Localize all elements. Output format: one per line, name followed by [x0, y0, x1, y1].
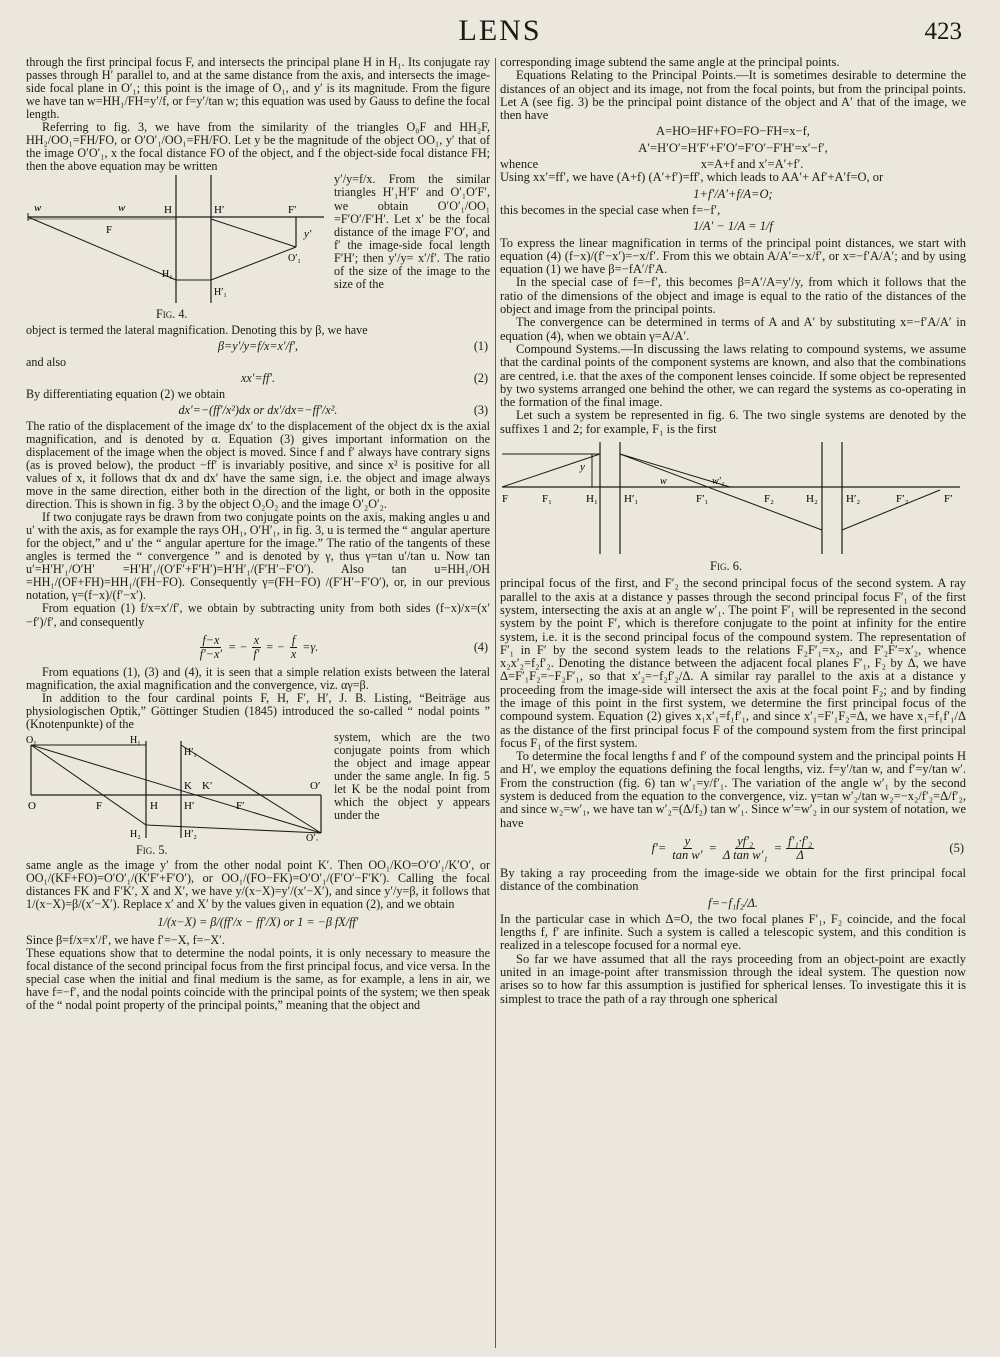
fig6-label: F: [502, 493, 509, 506]
fig6-diagram: [500, 442, 962, 560]
left-column: [26, 56, 490, 1012]
equation-number: (5): [949, 840, 964, 855]
fig6-label: w: [660, 476, 667, 488]
numerator: x: [253, 632, 260, 647]
fig5-label: K′: [202, 779, 213, 792]
paragraph: object is termed the lateral magnification. Denoting this by β, we have: [26, 322, 368, 337]
denominator: x: [290, 646, 297, 661]
fig5-label: O′: [310, 779, 321, 792]
paragraph: Let such a system be represented in fig. 6. The two single systems are denoted by the suffixes 1 and 2; for example, F₁ is the first: [500, 408, 966, 436]
whence-label: whence: [500, 157, 539, 172]
paragraph: and also: [26, 354, 67, 369]
fig5-label: F′: [236, 799, 245, 812]
paragraph: through the first principal focus F, and intersects the principal plane H in H₁. Its conjugate ray passes through H′ parallel to, and at the same distance from the axis, and intersects the image-side focal plane in O′₁; this point is the image of O₁, and y′ is its magnitude. From the figure we have tan w=HH₁/FH=y′/f, or f=y′/tan w; this equation was used by Gauss to define the focal length.: [26, 55, 491, 122]
paragraph: y′/y=f/x. From the similar triangles H′₁H′F′ and O′₁O′F′, we obtain O′O′₁/OO₁ =F′O′/F′H′. Let x′ be the focal distance of the image F′O′, and f′ the image-side focal length F′H′; then y′/y= x′/f′. The ratio of the size of the image to the size of the: [334, 172, 490, 291]
operator: f′=: [651, 840, 667, 855]
equation-sum: 1+f′/A′+f/A=O;: [693, 186, 773, 201]
paragraph: To express the linear magnification in terms of the principal point distances, we start with equation (4) (f−x)/(f′−x′)=−x/f′. From this we obtain A/A′=−x/f′, or x=−f′A/A′; and by using equation (1) we have β=−fA′/f′A.: [500, 235, 966, 277]
fig6-label: y: [580, 461, 585, 474]
fig5-label: F: [96, 799, 103, 812]
paragraph: The ratio of the displacement of the image dx′ to the displacement of the object dx is the axial magnification, and is denoted by α. Equation (3) gives important information on the displacement of the image when the object is moved. Since f and f′ always have contrary signs (as is proved below), the product −ff′ is invariably positive, and since x² is positive for all values of x, it follows that dx and dx′ have the same sign, i.e. the object and image always move in the same direction, either both in the direction of the light, or both in the opposite direction. This is shown in fig. 3 by the object O₂O₂ and the image O′₂O′₂.: [26, 418, 490, 512]
paragraph: From equations (1), (3) and (4), it is seen that a simple relation exists between the lateral magnification, the axial magnification and the convergence, viz. αγ=β.: [26, 664, 490, 692]
paragraph: principal focus of the first, and F′₂ the second principal focus of the second system. A ray parallel to the axis at a distance y passes through the second principal focus F′₁ of the first system, intersecting the axis at an angle w′₁. The point F′₁ will be represented in the second system by the point F′, which is therefore conjugate to the point at infinity for the entire system, i.e. it is the second principal focus of the compound system. The representation of F′₁ in F′ by the second system leads to the relations F₂F′₁=x₂, and F′₂F′=x′₂, whence x₂x′₂=f₂f′₂. Denoting the distance between the adjacent focal planes F′₁, F₂ by Δ, we have Δ=F′₁F₂=−F₂F′₁, so that x′₂=−f₂f′₂/Δ. A similar ray parallel to the axis at a distance y proceeding from the image-side will intersect the axis at the focal point F₂; and by finding the image of this point in the first system, we determine the first principal focus of the compound system. Equation (2) gives x₁x′₁=f₁f′₁, and since x′₁=F′₁F₂=Δ, we have x₁=f₁f′₁/Δ as the distance of the first principal focus F of the compound system from the first principal focus F₁ of the first system.: [500, 576, 966, 750]
fig5-diagram: [26, 733, 326, 841]
denominator: f′−x′: [199, 646, 222, 661]
paragraph: Using xx′=ff′, we have (A+f) (A′+f′)=ff′, which leads to AA′+ Af′+A′f=O, or: [500, 170, 884, 185]
paragraph: Equations Relating to the Principal Points.—It is sometimes desirable to determine the distances of an object and its image, not from the focal points, but from the principal points. Let A (see fig. 3) be the principal point distance of the object and A′ that of the image, we then have: [500, 68, 966, 123]
operator: =: [708, 840, 717, 855]
fig4-label: O′₁: [288, 253, 301, 265]
fig6-label: H′₁: [624, 493, 639, 506]
equation-5: 1/(x−X) = β/(ff′/x − ff′/X) or 1 = −β fX/ff′: [157, 915, 359, 930]
fig6-label: F₁: [542, 493, 552, 506]
fig4-label: y′: [304, 228, 312, 241]
fig4-label: F: [106, 224, 113, 237]
operator: =: [773, 840, 783, 855]
equation-reciprocal: 1/A′ − 1/A = 1/f: [693, 219, 773, 234]
equation-text: xx′=ff′.: [240, 370, 276, 385]
fig6-label: H₂: [806, 493, 818, 506]
fig6-label: F′: [944, 493, 953, 506]
paragraph: this becomes in the special case when f=−f′,: [500, 202, 721, 217]
figure-6: [500, 442, 966, 573]
paragraph: Compound Systems.—In discussing the laws relating to compound systems, we assume that the cardinal points of the component systems are known, and also that the combinations are centred, i.e. that the axes of the component lenses coincide. If some object be represented by two systems arranged one behind the other, we can regard the systems as co-operating in the formation of the final image.: [500, 341, 966, 410]
fig6-label: F′₁: [696, 493, 709, 506]
paragraph: In the special case of f=−f′, this becomes β=A′/A=y′/y, from which it follows that the ratio of the dimensions of the object and image is equal to the ratio of the distances of the object and image from the principal points.: [500, 275, 966, 317]
fig5-label: H: [150, 799, 158, 812]
fig6-label: w′₁: [712, 476, 725, 488]
fig4-label: w: [34, 202, 42, 215]
fig5-caption: Fig. 5.: [136, 842, 168, 857]
paragraph: In the particular case in which Δ=O, the two focal planes F′₁, F₂ coincide, and the focal lengths f, f′ are infinite. Such a system is called a telescopic system, and this condition is realized in a telescope focused for a normal eye.: [500, 911, 966, 953]
numerator: f−x: [202, 632, 220, 647]
paragraph: In addition to the four cardinal points F, H, F′, H′, J. B. Listing, “Beiträge aus physiologischen Optik,” Göttinger Studien (1845) introduced the so-called “ nodal points ” (Knotenpunkte) of the: [26, 690, 490, 731]
fig5-label: O₁: [26, 734, 37, 746]
paragraph: So far we have assumed that all the rays proceeding from an object-point are exactly united in an image-point after transmission through the ideal system. The question now arises so to how far this assumption is justified for spherical lenses. To investigate this it is simplest to trace the path of a ray through one spherical: [500, 951, 966, 1006]
paragraph: If two conjugate rays be drawn from two conjugate points on the axis, making angles u and u′ with the axis, as for example the rays OH₁, O′H′₁, in fig. 3, u is termed the “ angular aperture for the object,” and u′ the “ angular aperture for the image.” The ratio of the tangents of these angles is termed the “ convergence ” and is denoted by γ, thus γ=tan u′/tan u. Now tan u′=H′H′₁/O′H′ =H′H′₁/(O′F′+F′H′)=H′H′₁/(F′H′−F′O′). Also tan u=HH₁/OH =HH₁/(OF+FH)=HH₁/(FH−FO). Consequently γ=(FH−FO) /(F′H′−F′O′), or, in our previous notation, γ=(f−x)/(f′−x′).: [26, 510, 490, 603]
fig6-label: F′₂: [896, 493, 909, 506]
paragraph: The convergence can be determined in terms of A and A′ by substituting x=−f′A/A′ in equation (4), when we obtain γ=A/A′.: [500, 315, 966, 343]
fig5-label: H′₂: [184, 828, 197, 840]
fig5-label: H′₁: [184, 746, 197, 758]
equation-4: [26, 634, 490, 661]
equation-text: dx′=−(ff′/x²)dx or dx′/dx=−ff′/x².: [178, 402, 338, 417]
paragraph: These equations show that to determine the nodal points, it is only necessary to measure the focal distance of the second principal focus from the first principal focus, and vice versa. In the special case when the initial and final medium is the same, as for example, a lens in air, we have f=−f′, and the nodal points coincide with the principal points of the system; we then speak of the “ nodal point property of the principal points,” meaning that the object and: [26, 946, 490, 1013]
equation-number: (4): [473, 639, 488, 654]
fig5-label: H₂: [130, 828, 141, 840]
figure-4: [26, 175, 326, 321]
fig4-diagram: [26, 175, 326, 305]
page-number: 423: [924, 18, 962, 45]
numerator: y: [684, 833, 691, 848]
operator: =γ.: [302, 639, 319, 654]
fig4-caption: Fig. 4.: [156, 307, 188, 322]
paragraph: system, which are the two conjugate points from which the object and image appear under the same angle. In fig. 5 let K be the nodal point from which the object y appears under the: [334, 729, 490, 823]
fig6-caption: Fig. 6.: [710, 559, 743, 574]
fig4-label: H₁: [162, 269, 173, 281]
paragraph: Since β=f/x=x′/f′, we have f′=−X, f=−X′.: [26, 933, 225, 948]
numerator: yf′₂: [737, 833, 754, 848]
operator: = −: [265, 639, 285, 654]
denominator: Δ: [796, 847, 804, 862]
column-divider: [495, 58, 496, 1348]
denominator: tan w′: [672, 847, 703, 862]
figure-5: [26, 733, 326, 857]
equation-text: β=y′/y=f/x=x′/f′,: [217, 338, 299, 353]
equation-number: (2): [473, 370, 488, 385]
equation-x: x=A+f and x′=A′+f′.: [700, 157, 804, 172]
equation-number: (3): [473, 402, 488, 417]
paragraph: To determine the focal lengths f and f′ of the compound system and the principal points H and H′, we employ the equations defining the focal lengths, viz. f=y′/tan w, and f′=y/tan w′. From the construction (fig. 6) tan w′₁=y/f′₁. The variation of the angle w′₁ by the second system is deduced from the equation to the convergence, viz. γ=tan w′₂/tan w₂=−x₂/f′₂=Δ/f′₂, and since w₂=w′₁, we have tan w′₂=(Δ/f₂) tan w′₁. Since w′=w′₂ in our system of notation, we have: [500, 749, 966, 830]
equation-first-focal: f=−f₁f₂/Δ.: [708, 895, 758, 910]
equation-a-prime: A′=H′O′=H′F′+F′O′=F′O′−F′H′=x′−f′,: [638, 140, 828, 155]
paragraph: From equation (1) f/x=x′/f′, we obtain by subtracting unity from both sides (f−x)/x=(x′−f′)/f′, and consequently: [26, 601, 490, 629]
page-header: [0, 12, 1000, 52]
whence-row: [500, 158, 966, 171]
right-column: [500, 56, 966, 1006]
operator: = −: [228, 639, 248, 654]
fig5-label: O′₁: [306, 832, 319, 841]
fig4-label: H: [164, 204, 172, 217]
equation-focal-length: [500, 835, 966, 862]
denominator: Δ tan w′₁: [722, 847, 768, 862]
page-title: LENS: [458, 14, 542, 47]
fig5-label: H′: [184, 799, 195, 812]
fig5-label: H₁: [130, 734, 141, 746]
equation-a: A=HO=HF+FO=FO−FH=x−f,: [656, 124, 810, 139]
equation-number: (1): [473, 338, 488, 353]
equation-1: [26, 340, 490, 353]
fig4-label: w: [118, 202, 126, 215]
equation-3: [26, 404, 490, 417]
fig5-label: O: [28, 799, 36, 812]
paragraph: By differentiating equation (2) we obtain: [26, 386, 226, 401]
fig6-label: H₁: [586, 493, 598, 506]
equation-2: [26, 372, 490, 385]
fig4-label: H′₁: [214, 287, 227, 299]
paragraph: corresponding image subtend the same angle at the principal points.: [500, 55, 840, 69]
paragraph: same angle as the image y′ from the other nodal point K′. Then OO₁/KO=O′O′₁/K′O′, or OO₁/(KF+FO)=O′O′₁/(K′F′+F′O′), or OO₁/(FO−FK)=O′O′₁/(F′O′−F′K′). Calling the focal distances FK and F′K′, X and X′, we have y/(x−X)=y′/(x′−X′), and since y′/y=β, it follows that 1/(x−X)=β/(x′−X′). Replace x′ and X′ by the values given in equation (2), and we obtain: [26, 857, 490, 912]
numerator: f: [291, 632, 296, 647]
fig4-label: F′: [288, 204, 297, 217]
denominator: f′: [253, 646, 260, 661]
paragraph: By taking a ray proceeding from the image-side we obtain for the first principal focal distance of the combination: [500, 865, 966, 894]
fig4-label: H′: [214, 204, 225, 217]
fig6-label: F₂: [764, 493, 774, 506]
numerator: f′₁·f′₂: [788, 833, 813, 848]
fig5-label: K: [184, 779, 192, 792]
fig6-label: H′₂: [846, 493, 861, 506]
paragraph: Referring to fig. 3, we have from the similarity of the triangles O₀F and HH₂F, HH₂/OO₁=FH/FO, or O′O′₁/OO₁=FH/FO. Let y be the magnitude of the object OO₁, y′ that of the image O′O′₁, x the focal distance FO of the object, and f the object-side focal distance FH; then the above equation may be written: [26, 120, 490, 174]
